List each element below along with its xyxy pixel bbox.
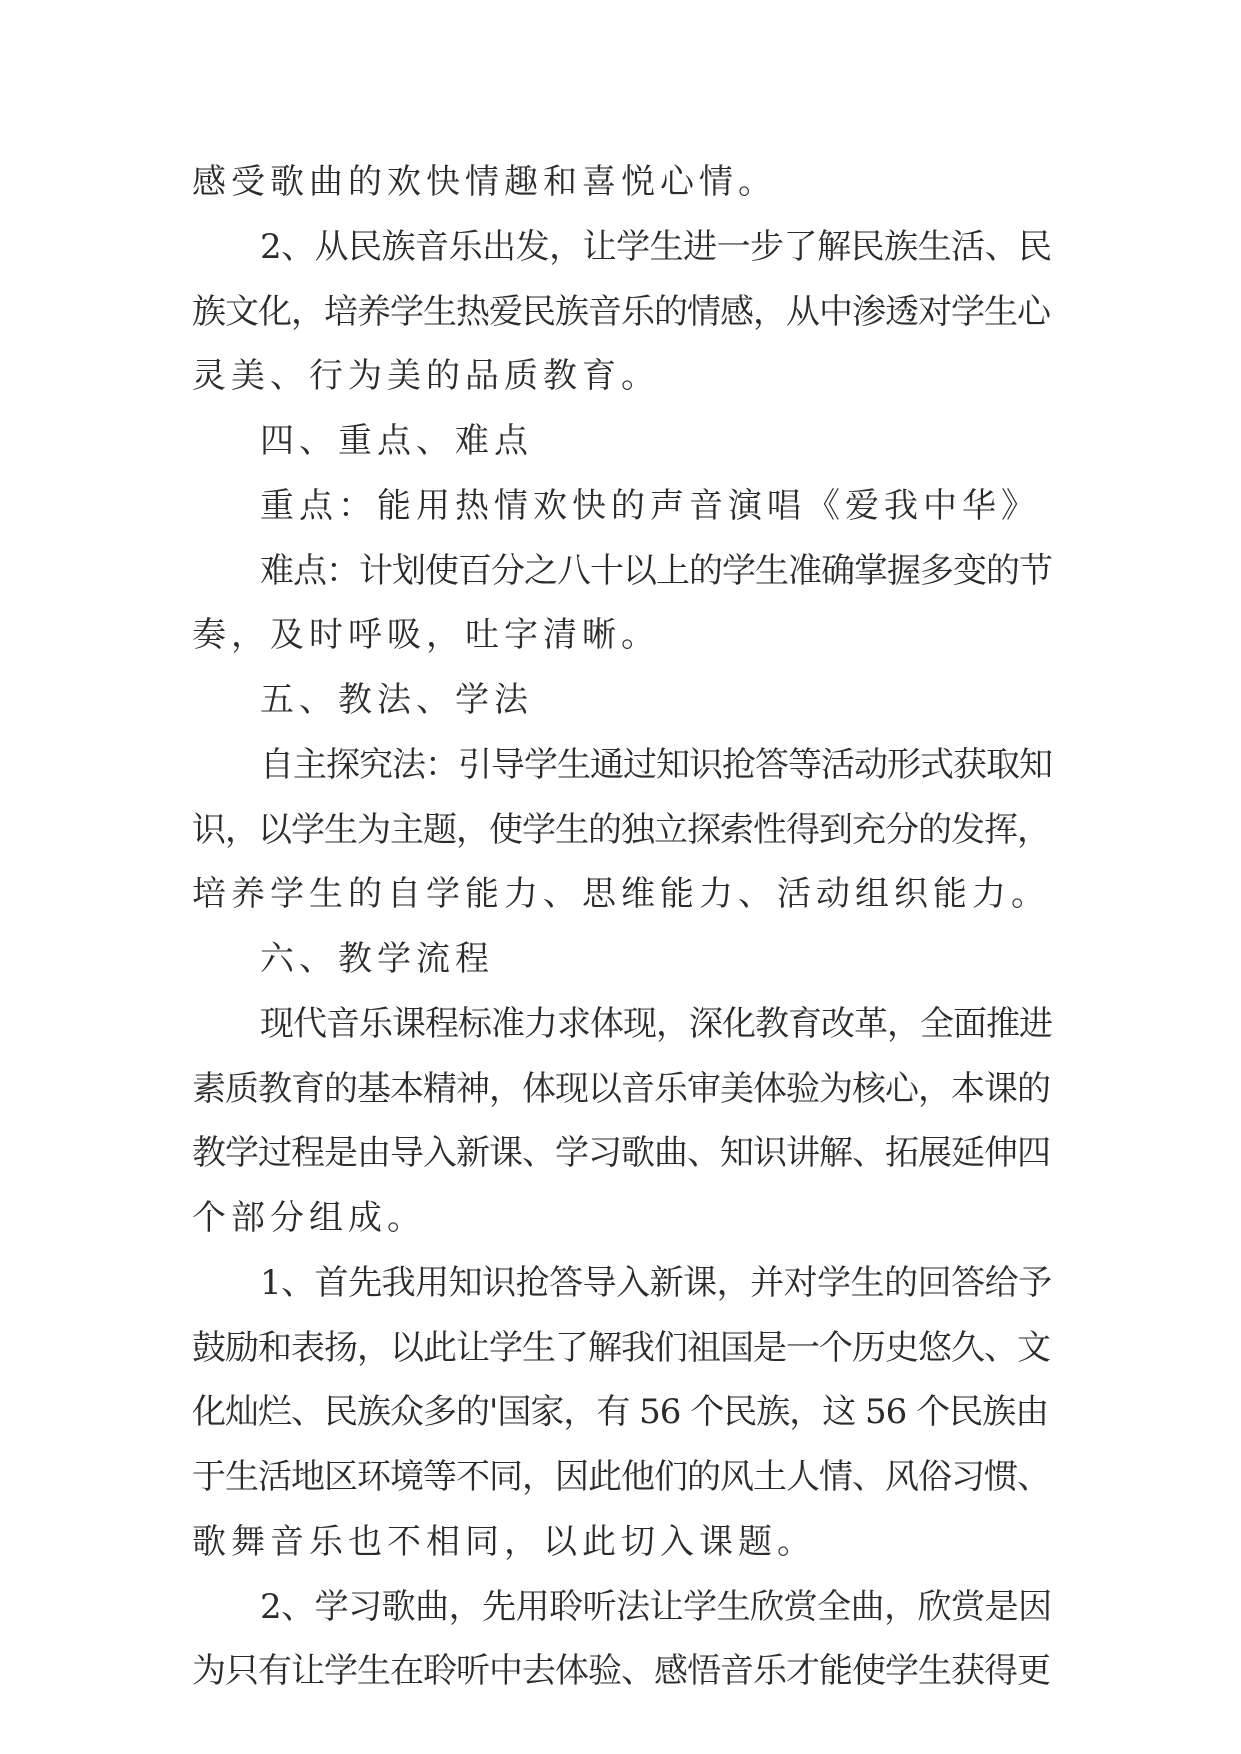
text-line: 感受歌曲的欢快情趣和喜悦心情。	[192, 162, 777, 202]
text-line: 灵美、行为美的品质教育。	[192, 356, 660, 397]
text-line: 教学过程是由导入新课、学习歌曲、知识讲解、拓展延伸四	[192, 1133, 1050, 1174]
text-line: 培养学生的自学能力、思维能力、活动组织能力。	[192, 874, 1050, 915]
document-body	[192, 150, 1062, 1704]
text-line: 五、教法、学法	[260, 680, 533, 720]
text-line: 2、学习歌曲，先用聆听法让学生欣赏全曲，欣赏是因	[260, 1586, 1052, 1627]
text-line: 1、首先我用知识抢答导入新课，并对学生的回答给予	[260, 1262, 1052, 1303]
text-line: 于生活地区环境等不同，因此他们的风土人情、风俗习惯、	[192, 1457, 1050, 1497]
text-line: 现代音乐课程标准力求体现，深化教育改革，全面推进	[260, 1003, 1052, 1044]
text-line: 鼓励和表扬，以此让学生了解我们祖国是一个历史悠久、文	[192, 1327, 1050, 1368]
text-line: 自主探究法：引导学生通过知识抢答等活动形式获取知	[260, 744, 1052, 785]
text-line: 为只有让学生在聆听中去体验、感悟音乐才能使学生获得更	[192, 1651, 1050, 1692]
text-line: 奏，及时呼吸，吐字清晰。	[192, 615, 660, 656]
text-line: 素质教育的基本精神，体现以音乐审美体验为核心，本课的	[192, 1068, 1050, 1109]
text-line: 六、教学流程	[260, 939, 494, 979]
text-line: 个部分组成。	[192, 1198, 426, 1238]
text-line: 难点：计划使百分之八十以上的学生准确掌握多变的节	[260, 550, 1052, 591]
text-line: 重点：能用热情欢快的声音演唱《爱我中华》	[260, 485, 1040, 526]
text-line: 歌舞音乐也不相同，以此切入课题。	[192, 1521, 816, 1562]
text-line: 四、重点、难点	[260, 421, 533, 461]
text-line: 化灿烂、民族众多的'国家，有 56 个民族，这 56 个民族由	[192, 1392, 1049, 1433]
text-line: 族文化，培养学生热爱民族音乐的情感，从中渗透对学生心	[192, 291, 1050, 332]
text-line: 2、从民族音乐出发，让学生进一步了解民族生活、民	[260, 226, 1052, 267]
text-line: 识，以学生为主题，使学生的独立探索性得到充分的发挥，	[192, 809, 1050, 850]
